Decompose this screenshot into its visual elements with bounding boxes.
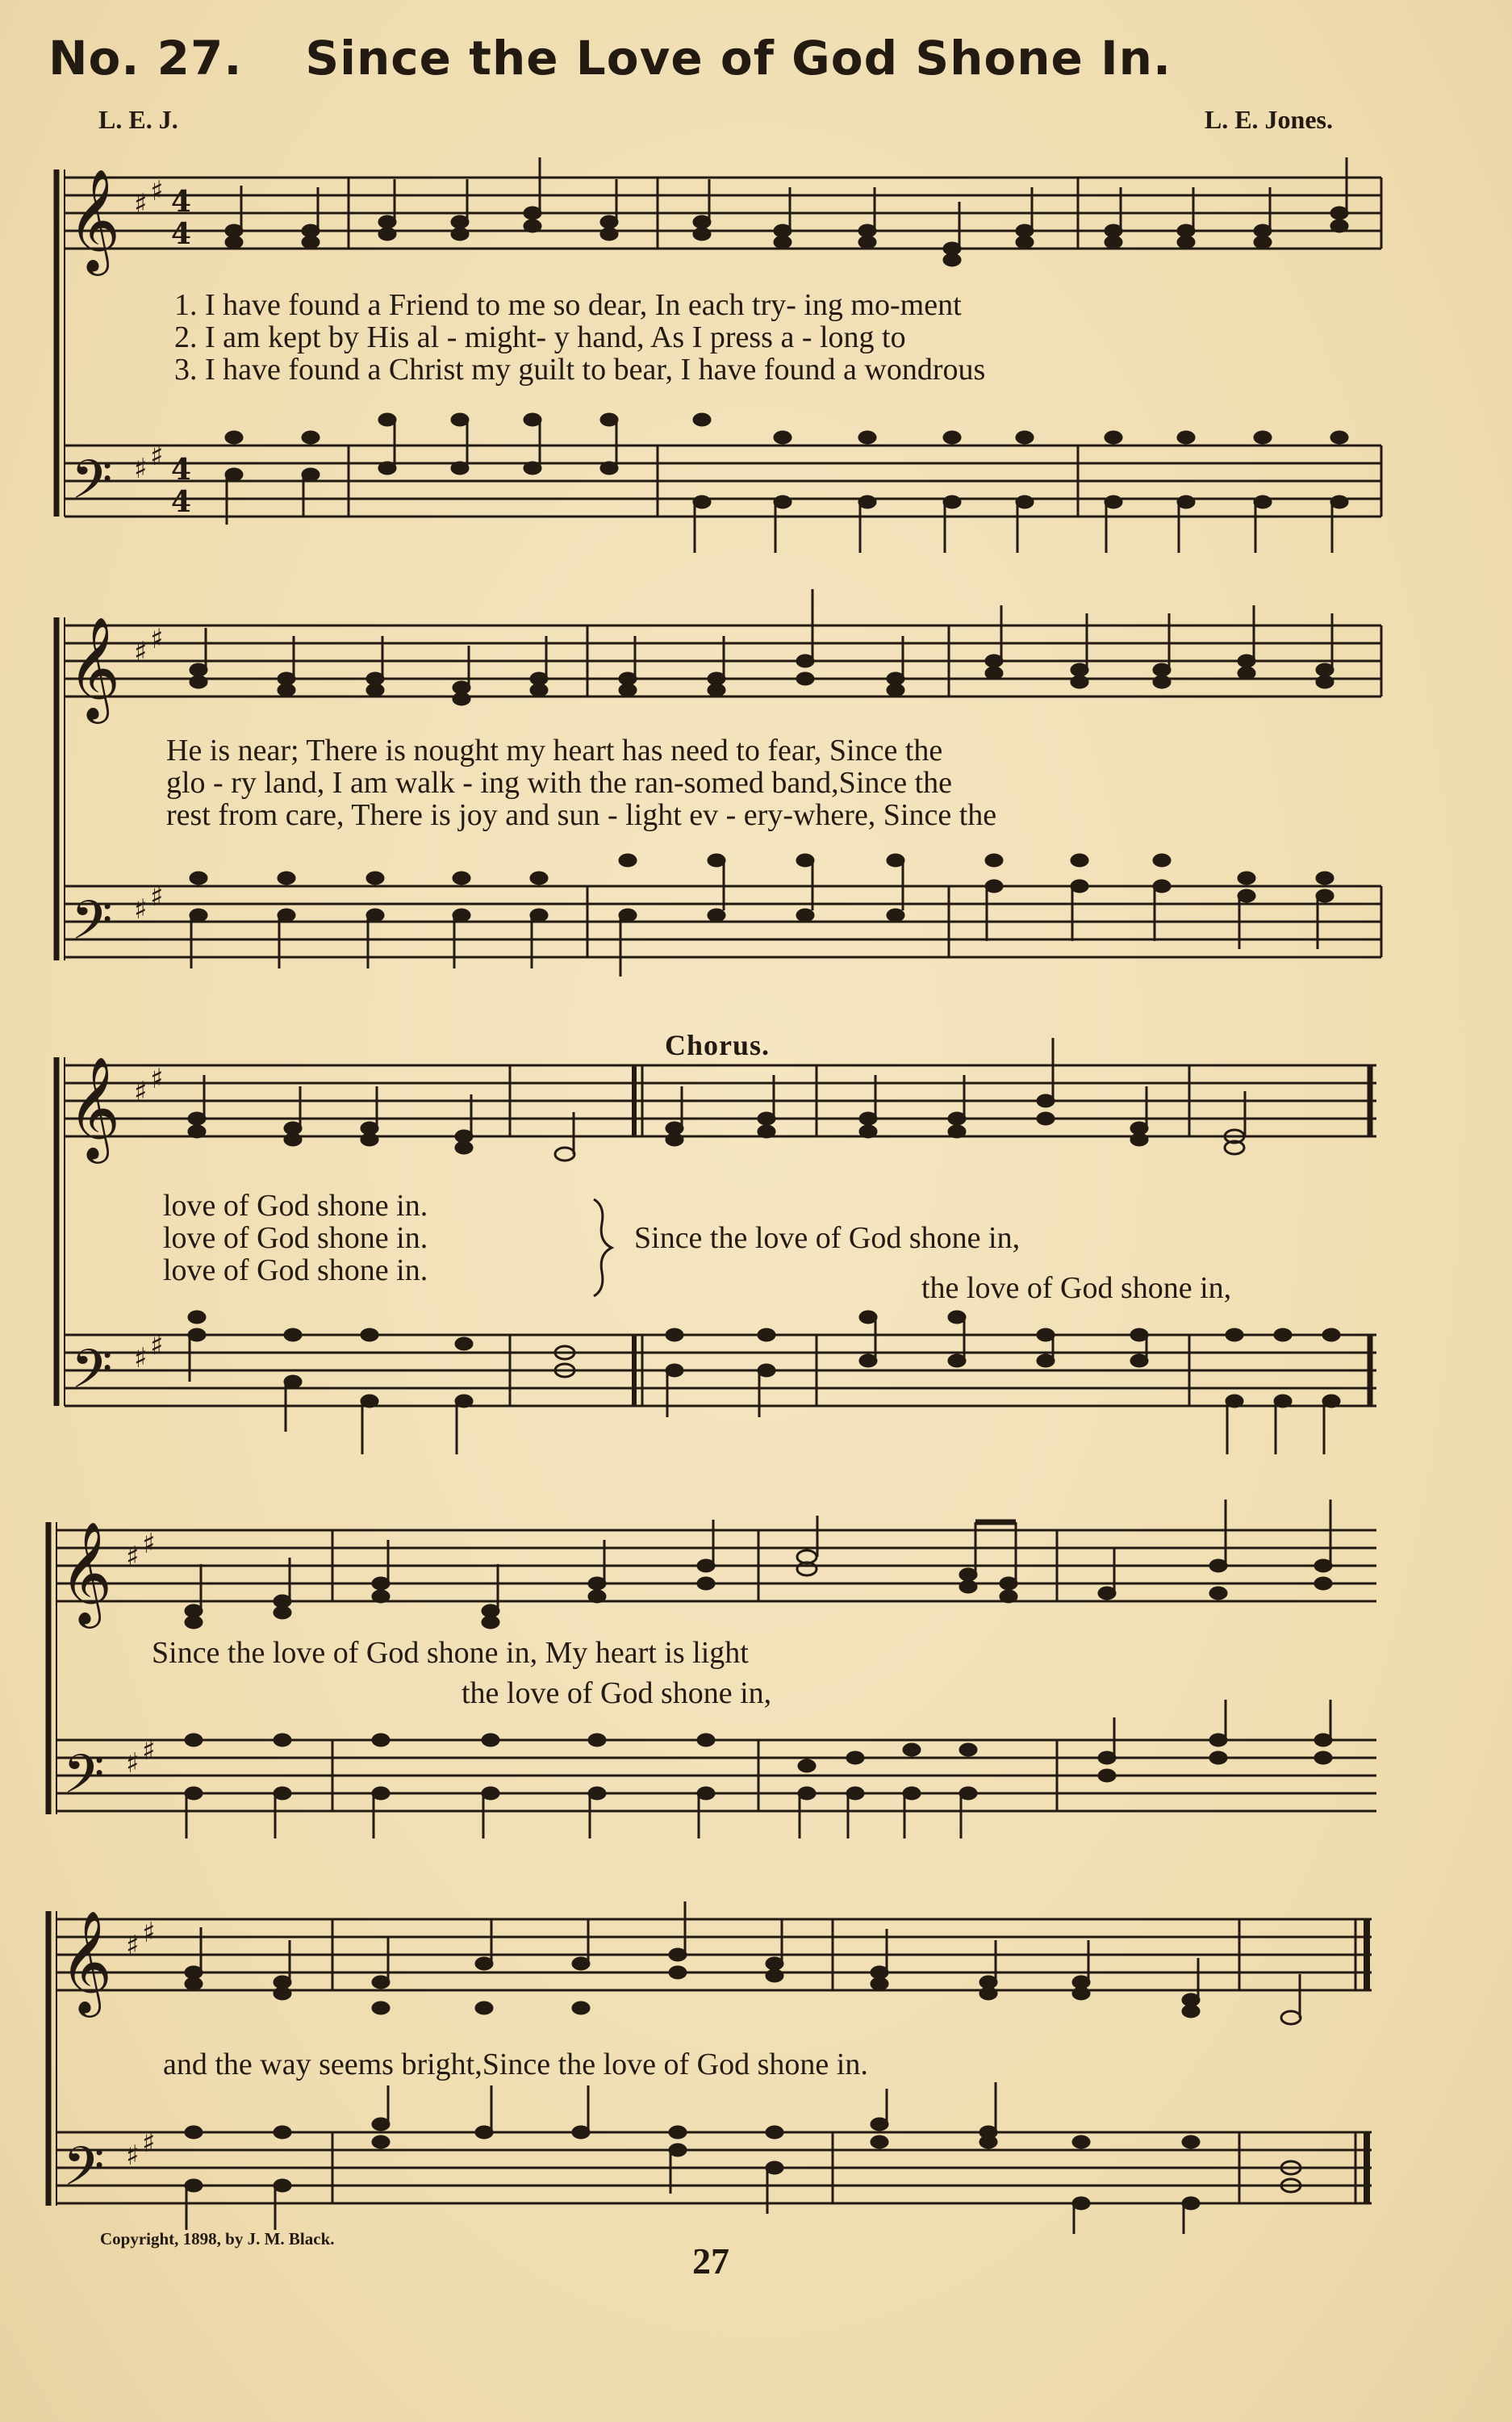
svg-text:♯: ♯ [134, 188, 148, 220]
svg-text:♯: ♯ [142, 2127, 156, 2159]
svg-text:♯: ♯ [150, 440, 164, 472]
chorus-label: Chorus. [665, 1029, 771, 1061]
svg-text:𝄞: 𝄞 [68, 1056, 121, 1159]
page-number: 27 [692, 2240, 729, 2282]
svg-text:♯: ♯ [150, 1329, 164, 1362]
svg-text:♯: ♯ [134, 1076, 148, 1108]
chorus-line-1: Since the love of God shone in, [634, 1221, 1021, 1255]
lyricist-credit: L. E. J. [98, 105, 178, 134]
chorus-line-2-bass: the love of God shone in, [462, 1676, 772, 1710]
svg-text:𝄞: 𝄞 [68, 616, 121, 719]
svg-text:4: 4 [171, 485, 192, 519]
svg-text:𝄞: 𝄞 [68, 168, 121, 271]
hymn-title-text: Since the Love of God Shone In. [305, 31, 1172, 86]
svg-text:𝄢: 𝄢 [71, 449, 113, 524]
svg-text:♯: ♯ [150, 881, 164, 913]
chorus-line-2: Since the love of God shone in, My heart is light [152, 1636, 749, 1670]
svg-text:♯: ♯ [134, 1342, 148, 1374]
chorus-line-3: and the way seems bright,Since the love of God shone in. [163, 2048, 868, 2081]
svg-text:♯: ♯ [134, 893, 148, 926]
svg-text:♯: ♯ [126, 2140, 140, 2172]
svg-text:4: 4 [171, 453, 192, 487]
chorus-line-1-bass: the love of God shone in, [921, 1271, 1232, 1305]
verse-2-line-2: glo - ry land, I am walk - ing with the ran-somed band,Since the [166, 766, 953, 800]
svg-text:♯: ♯ [142, 1734, 156, 1767]
verse-2-line-1: 2. I am kept by His al - might- y hand, As I press a - long to [174, 320, 906, 354]
svg-text:𝄞: 𝄞 [60, 1521, 113, 1624]
svg-text:𝄢: 𝄢 [63, 1743, 105, 1818]
svg-text:𝄢: 𝄢 [71, 1338, 113, 1413]
svg-text:♯: ♯ [126, 1747, 140, 1780]
verse-1-line-1: 1. I have found a Friend to me so dear, In each try- ing mo-ment [174, 288, 962, 322]
svg-text:♯: ♯ [142, 1917, 156, 1949]
verse-3-line-1: 3. I have found a Christ my guilt to bear, I have found a wondrous [174, 353, 986, 387]
svg-text:𝄢: 𝄢 [71, 889, 113, 964]
svg-text:♯: ♯ [134, 636, 148, 668]
composer-credit: L. E. Jones. [1204, 105, 1333, 134]
verse-3-line-3: love of God shone in. [163, 1253, 428, 1287]
svg-text:𝄢: 𝄢 [63, 2135, 105, 2211]
svg-text:♯: ♯ [134, 453, 148, 485]
svg-text:♯: ♯ [150, 175, 164, 207]
verse-3-line-2: rest from care, There is joy and sun - light ev - ery-where, Since the [166, 798, 997, 832]
svg-text:4: 4 [171, 185, 192, 219]
verse-2-line-3: love of God shone in. [163, 1221, 428, 1255]
verse-1-line-2: He is near; There is nought my heart has need to fear, Since the [166, 734, 943, 768]
bass-notes [226, 414, 1347, 553]
svg-text:♯: ♯ [126, 1930, 140, 1962]
hymn-number: No. 27. [48, 31, 243, 86]
svg-text:♯: ♯ [150, 1063, 164, 1095]
svg-text:♯: ♯ [150, 623, 164, 655]
svg-text:♯: ♯ [126, 1541, 140, 1573]
svg-text:4: 4 [171, 217, 192, 251]
copyright-notice: Copyright, 1898, by J. M. Black. [100, 2229, 335, 2248]
svg-text:𝄞: 𝄞 [60, 1910, 113, 2013]
verse-1-line-3: love of God shone in. [163, 1189, 428, 1223]
svg-text:♯: ♯ [142, 1528, 156, 1560]
hymn-title [48, 31, 1172, 86]
verse-brace [594, 1199, 612, 1296]
